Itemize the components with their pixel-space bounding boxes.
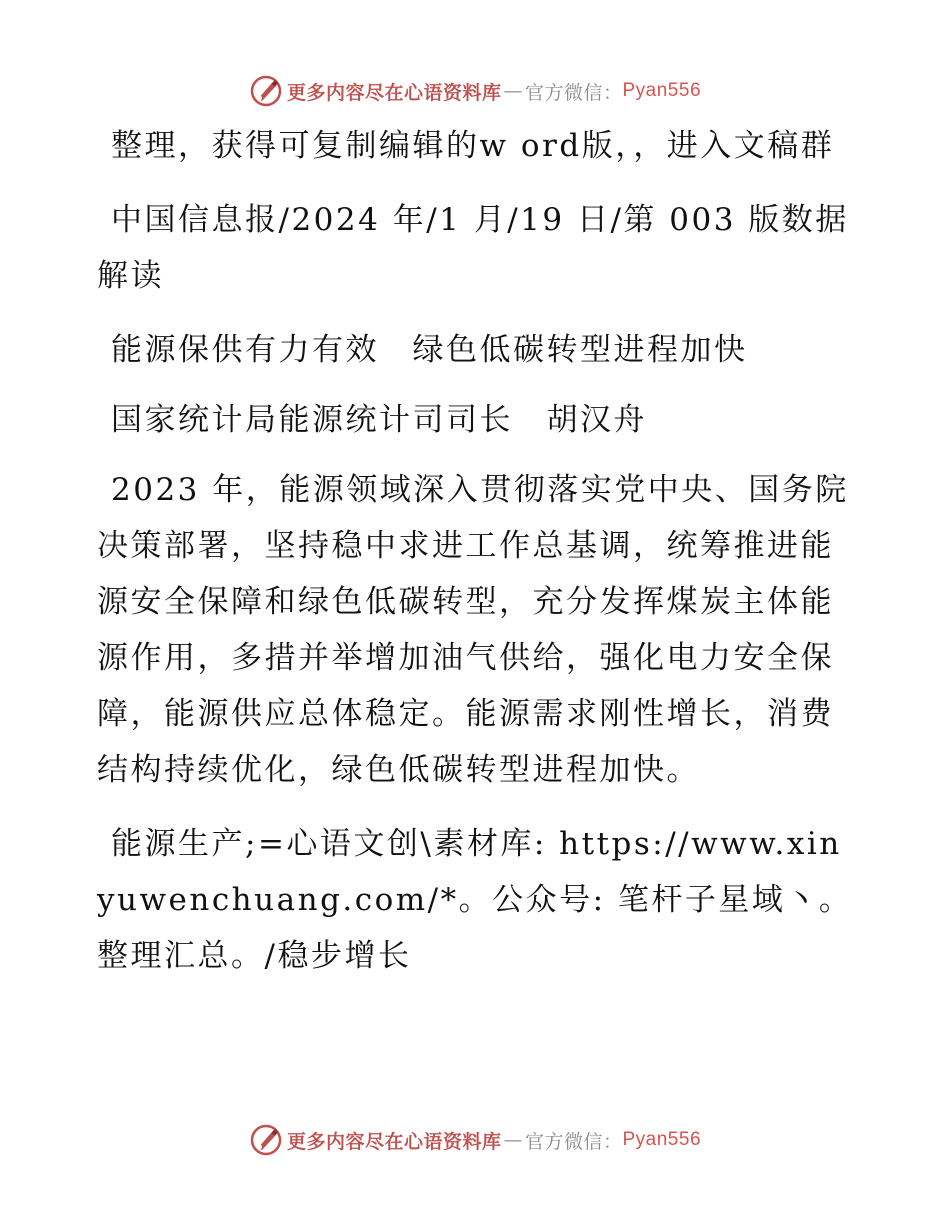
article-author: 国家统计局能源统计司司长 胡汉舟 [111,402,647,438]
paragraph-body: 2023 年，能源领域深入贯彻落实党中央、国务院决策部署，坚持稳中求进工作总基调，统筹推进能源安全保障和绿色低碳转型，充分发挥煤炭主体能源作用，多措并举增加油气供给，强化电力安全保障，能源供应总体稳定。能源需求刚性增长，消费结构持续优化，绿色低碳转型进程加快。 [97,472,849,788]
banner-wechat-id: Pyan556 [622,80,702,101]
document-body [97,118,857,1002]
paragraph-intro: 整理，获得可复制编辑的w ord版，，进入文稿群 [111,128,835,164]
banner-brand-text: 更多内容尽在心语资料库 [286,1130,502,1153]
paragraph-source: 中国信息报/2024 年/1 月/19 日/第 003 版数据解读 [97,202,849,294]
article-title: 能源保供有力有效 绿色低碳转型进程加快 [111,332,748,368]
banner-wechat-id: Pyan556 [622,1129,702,1150]
header-banner [0,71,950,111]
banner-separator: — [503,1129,523,1151]
footer-banner [0,1120,950,1160]
pen-circle-logo-icon [249,74,283,108]
banner-wechat-label: 官方微信： [524,1130,623,1153]
paragraph-section: 能源生产;=心语文创\素材库: https://www.xinyuwenchuang.com/*。公众号: 笔杆子星域丶。整理汇总。/稳步增长 [97,826,853,974]
banner-separator: — [503,80,523,102]
banner-wechat-label: 官方微信： [524,81,623,104]
pen-circle-logo-icon [249,1123,283,1157]
banner-brand-text: 更多内容尽在心语资料库 [286,81,502,104]
